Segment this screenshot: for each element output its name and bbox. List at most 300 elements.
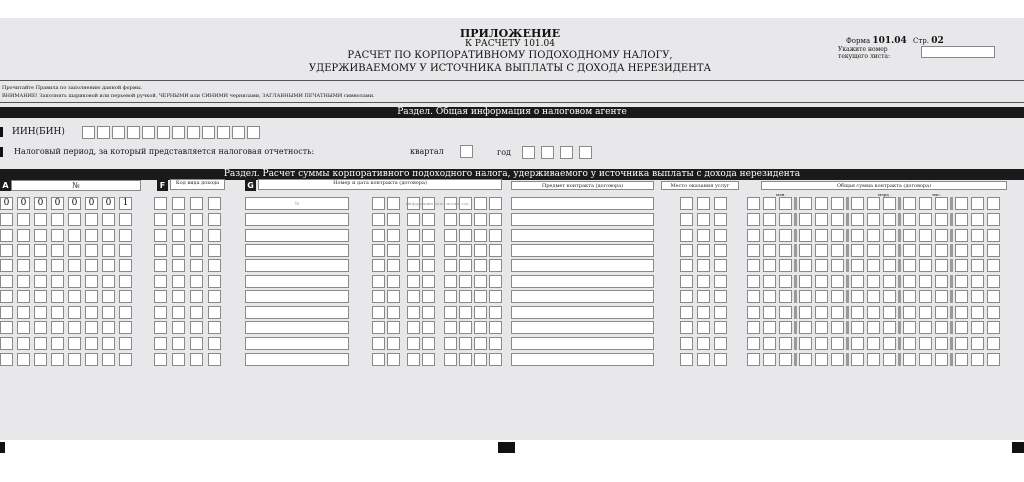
service-place-cell[interactable]: [697, 321, 710, 334]
contract-total-cell[interactable]: [831, 306, 844, 319]
contract-total-cell[interactable]: [867, 275, 880, 288]
contract-total-cell[interactable]: [955, 213, 968, 226]
income-code-cell[interactable]: [208, 275, 221, 288]
row-number-cell[interactable]: [17, 337, 30, 350]
contract-total-cell[interactable]: [747, 197, 760, 210]
contract-date-cell[interactable]: [459, 337, 472, 350]
contract-date-cell[interactable]: [444, 275, 457, 288]
contract-total-cell[interactable]: [883, 229, 896, 242]
row-number-cell[interactable]: [68, 321, 81, 334]
income-code-cell[interactable]: [190, 290, 203, 303]
contract-total-cell[interactable]: [831, 197, 844, 210]
contract-number-input[interactable]: [245, 321, 349, 334]
contract-total-cell[interactable]: [815, 244, 828, 257]
row-number-cell[interactable]: [68, 353, 81, 366]
income-code-cell[interactable]: [172, 306, 185, 319]
contract-total-cell[interactable]: [799, 197, 812, 210]
service-place-cell[interactable]: [680, 229, 693, 242]
row-number-cell[interactable]: [51, 229, 64, 242]
contract-total-cell[interactable]: [955, 290, 968, 303]
contract-date-cell[interactable]: [444, 259, 457, 272]
service-place-cell[interactable]: [697, 229, 710, 242]
row-number-cell[interactable]: [68, 229, 81, 242]
contract-date-cell[interactable]: [474, 306, 487, 319]
row-number-cell[interactable]: [119, 229, 132, 242]
contract-date-cell[interactable]: [444, 306, 457, 319]
contract-total-cell[interactable]: [799, 337, 812, 350]
contract-total-cell[interactable]: [987, 197, 1000, 210]
row-number-cell[interactable]: [51, 321, 64, 334]
contract-total-cell[interactable]: [763, 337, 776, 350]
service-place-cell[interactable]: [714, 259, 727, 272]
contract-number-input[interactable]: [245, 337, 349, 350]
service-place-cell[interactable]: [714, 321, 727, 334]
row-number-cell[interactable]: [68, 337, 81, 350]
service-place-cell[interactable]: [697, 259, 710, 272]
contract-date-cell[interactable]: [372, 275, 385, 288]
row-number-cell[interactable]: [0, 306, 13, 319]
contract-subject-input[interactable]: [511, 213, 654, 226]
row-number-cell[interactable]: [34, 259, 47, 272]
service-place-cell[interactable]: [697, 275, 710, 288]
row-number-cell[interactable]: [51, 290, 64, 303]
income-code-cell[interactable]: [208, 197, 221, 210]
contract-total-cell[interactable]: [935, 229, 948, 242]
contract-date-cell[interactable]: [407, 213, 420, 226]
contract-date-cell[interactable]: [407, 353, 420, 366]
service-place-cell[interactable]: [680, 290, 693, 303]
row-number-cell[interactable]: [68, 244, 81, 257]
contract-total-cell[interactable]: [747, 275, 760, 288]
contract-number-input[interactable]: №: [245, 197, 349, 210]
row-number-cell[interactable]: [102, 275, 115, 288]
income-code-cell[interactable]: [172, 290, 185, 303]
contract-total-cell[interactable]: [971, 213, 984, 226]
contract-date-cell[interactable]: [387, 275, 400, 288]
contract-date-cell[interactable]: [474, 229, 487, 242]
contract-date-cell[interactable]: [387, 259, 400, 272]
service-place-cell[interactable]: [714, 337, 727, 350]
contract-date-cell[interactable]: [459, 353, 472, 366]
contract-number-input[interactable]: [245, 244, 349, 257]
contract-number-input[interactable]: [245, 259, 349, 272]
contract-date-cell[interactable]: [387, 229, 400, 242]
contract-subject-input[interactable]: [511, 290, 654, 303]
row-number-cell[interactable]: [17, 259, 30, 272]
contract-total-cell[interactable]: [919, 229, 932, 242]
contract-total-cell[interactable]: [747, 337, 760, 350]
contract-total-cell[interactable]: [935, 353, 948, 366]
year-digit-cell[interactable]: [560, 146, 573, 159]
row-number-cell[interactable]: [68, 290, 81, 303]
contract-total-cell[interactable]: [935, 275, 948, 288]
contract-total-cell[interactable]: [971, 353, 984, 366]
contract-total-cell[interactable]: [955, 306, 968, 319]
contract-date-cell[interactable]: [422, 244, 435, 257]
row-number-cell[interactable]: [102, 306, 115, 319]
service-place-cell[interactable]: [714, 244, 727, 257]
contract-total-cell[interactable]: [747, 229, 760, 242]
income-code-cell[interactable]: [172, 337, 185, 350]
year-digit-cell[interactable]: [522, 146, 535, 159]
contract-date-cell[interactable]: [387, 321, 400, 334]
contract-total-cell[interactable]: [831, 259, 844, 272]
contract-date-cell[interactable]: [474, 290, 487, 303]
contract-total-cell[interactable]: [867, 259, 880, 272]
iin-digit-cell[interactable]: [82, 126, 95, 139]
contract-total-cell[interactable]: [799, 229, 812, 242]
row-number-cell[interactable]: [68, 213, 81, 226]
contract-total-cell[interactable]: [779, 259, 792, 272]
row-number-cell[interactable]: 0: [17, 197, 30, 210]
contract-subject-input[interactable]: [511, 197, 654, 210]
row-number-cell[interactable]: [119, 213, 132, 226]
contract-total-cell[interactable]: [955, 229, 968, 242]
row-number-cell[interactable]: [17, 306, 30, 319]
row-number-cell[interactable]: [0, 244, 13, 257]
contract-total-cell[interactable]: [851, 337, 864, 350]
contract-date-cell[interactable]: [459, 306, 472, 319]
income-code-cell[interactable]: [190, 337, 203, 350]
row-number-cell[interactable]: [0, 213, 13, 226]
service-place-cell[interactable]: [680, 353, 693, 366]
service-place-cell[interactable]: [714, 197, 727, 210]
row-number-cell[interactable]: [85, 337, 98, 350]
row-number-cell[interactable]: [51, 337, 64, 350]
contract-total-cell[interactable]: [935, 337, 948, 350]
contract-total-cell[interactable]: [763, 353, 776, 366]
contract-total-cell[interactable]: [903, 275, 916, 288]
contract-total-cell[interactable]: [779, 229, 792, 242]
row-number-cell[interactable]: [102, 259, 115, 272]
contract-date-cell[interactable]: [444, 244, 457, 257]
contract-total-cell[interactable]: [987, 321, 1000, 334]
row-number-cell[interactable]: [102, 321, 115, 334]
service-place-cell[interactable]: [697, 197, 710, 210]
row-number-cell[interactable]: [17, 275, 30, 288]
contract-total-cell[interactable]: [935, 197, 948, 210]
contract-total-cell[interactable]: [851, 290, 864, 303]
contract-total-cell[interactable]: [831, 229, 844, 242]
contract-total-cell[interactable]: [883, 197, 896, 210]
row-number-cell[interactable]: [85, 259, 98, 272]
income-code-cell[interactable]: [208, 306, 221, 319]
contract-total-cell[interactable]: [935, 259, 948, 272]
row-number-cell[interactable]: 0: [51, 197, 64, 210]
contract-total-cell[interactable]: [883, 321, 896, 334]
row-number-cell[interactable]: [17, 290, 30, 303]
income-code-cell[interactable]: [172, 275, 185, 288]
service-place-cell[interactable]: [697, 290, 710, 303]
contract-total-cell[interactable]: [903, 197, 916, 210]
row-number-cell[interactable]: [102, 244, 115, 257]
contract-total-cell[interactable]: [987, 306, 1000, 319]
contract-date-cell[interactable]: [489, 353, 502, 366]
income-code-cell[interactable]: [154, 244, 167, 257]
contract-date-cell[interactable]: [474, 321, 487, 334]
contract-total-cell[interactable]: [903, 244, 916, 257]
contract-number-input[interactable]: [245, 213, 349, 226]
row-number-cell[interactable]: [51, 213, 64, 226]
row-number-cell[interactable]: [102, 229, 115, 242]
contract-date-cell[interactable]: [444, 321, 457, 334]
contract-total-cell[interactable]: [815, 306, 828, 319]
row-number-cell[interactable]: [17, 213, 30, 226]
contract-total-cell[interactable]: [919, 306, 932, 319]
income-code-cell[interactable]: [172, 213, 185, 226]
contract-date-cell[interactable]: [387, 244, 400, 257]
contract-total-cell[interactable]: [971, 259, 984, 272]
income-code-cell[interactable]: [172, 229, 185, 242]
row-number-cell[interactable]: [85, 213, 98, 226]
contract-date-cell[interactable]: [459, 259, 472, 272]
row-number-cell[interactable]: [119, 259, 132, 272]
row-number-cell[interactable]: 0: [68, 197, 81, 210]
page-number-input[interactable]: [921, 46, 995, 58]
contract-number-input[interactable]: [245, 306, 349, 319]
contract-date-cell[interactable]: [444, 213, 457, 226]
iin-digit-cell[interactable]: [112, 126, 125, 139]
contract-total-cell[interactable]: [799, 321, 812, 334]
contract-date-cell[interactable]: [387, 306, 400, 319]
contract-date-cell[interactable]: [489, 213, 502, 226]
row-number-cell[interactable]: [119, 321, 132, 334]
contract-total-cell[interactable]: [779, 213, 792, 226]
contract-total-cell[interactable]: [883, 275, 896, 288]
contract-subject-input[interactable]: [511, 259, 654, 272]
contract-total-cell[interactable]: [831, 337, 844, 350]
contract-date-cell[interactable]: [387, 337, 400, 350]
income-code-cell[interactable]: [190, 197, 203, 210]
year-digit-cell[interactable]: [541, 146, 554, 159]
contract-date-cell[interactable]: [372, 290, 385, 303]
contract-total-cell[interactable]: [903, 290, 916, 303]
row-number-cell[interactable]: 0: [102, 197, 115, 210]
contract-total-cell[interactable]: [987, 290, 1000, 303]
contract-total-cell[interactable]: [779, 353, 792, 366]
service-place-cell[interactable]: [697, 213, 710, 226]
contract-total-cell[interactable]: [955, 197, 968, 210]
contract-total-cell[interactable]: [747, 306, 760, 319]
row-number-cell[interactable]: [85, 290, 98, 303]
row-number-cell[interactable]: [85, 229, 98, 242]
contract-total-cell[interactable]: [851, 197, 864, 210]
contract-date-cell[interactable]: [372, 213, 385, 226]
contract-total-cell[interactable]: [919, 321, 932, 334]
contract-total-cell[interactable]: [763, 197, 776, 210]
contract-date-cell[interactable]: [372, 321, 385, 334]
contract-total-cell[interactable]: [867, 353, 880, 366]
contract-total-cell[interactable]: [747, 244, 760, 257]
contract-total-cell[interactable]: [779, 197, 792, 210]
contract-total-cell[interactable]: [763, 244, 776, 257]
contract-date-cell[interactable]: [444, 229, 457, 242]
income-code-cell[interactable]: [154, 321, 167, 334]
contract-date-cell[interactable]: [407, 259, 420, 272]
row-number-cell[interactable]: [102, 353, 115, 366]
contract-date-cell[interactable]: [489, 306, 502, 319]
contract-total-cell[interactable]: [867, 321, 880, 334]
contract-total-cell[interactable]: [987, 275, 1000, 288]
income-code-cell[interactable]: [172, 259, 185, 272]
row-number-cell[interactable]: [68, 275, 81, 288]
contract-date-cell[interactable]: [422, 353, 435, 366]
contract-total-cell[interactable]: [779, 290, 792, 303]
contract-total-cell[interactable]: [867, 229, 880, 242]
service-place-cell[interactable]: [680, 306, 693, 319]
contract-date-cell[interactable]: [489, 321, 502, 334]
contract-date-cell[interactable]: [422, 321, 435, 334]
contract-total-cell[interactable]: [955, 244, 968, 257]
row-number-cell[interactable]: [51, 244, 64, 257]
contract-total-cell[interactable]: [955, 259, 968, 272]
contract-total-cell[interactable]: [971, 306, 984, 319]
contract-total-cell[interactable]: [867, 244, 880, 257]
income-code-cell[interactable]: [172, 197, 185, 210]
contract-total-cell[interactable]: [867, 197, 880, 210]
contract-number-input[interactable]: [245, 290, 349, 303]
contract-date-cell[interactable]: [474, 353, 487, 366]
contract-total-cell[interactable]: [799, 290, 812, 303]
contract-date-cell[interactable]: [459, 213, 472, 226]
income-code-cell[interactable]: [208, 229, 221, 242]
row-number-cell[interactable]: [85, 321, 98, 334]
contract-number-input[interactable]: [245, 353, 349, 366]
contract-date-cell[interactable]: [372, 306, 385, 319]
row-number-cell[interactable]: [0, 337, 13, 350]
row-number-cell[interactable]: [102, 213, 115, 226]
row-number-cell[interactable]: [0, 321, 13, 334]
iin-digit-cell[interactable]: [157, 126, 170, 139]
contract-total-cell[interactable]: [763, 321, 776, 334]
contract-total-cell[interactable]: [851, 259, 864, 272]
row-number-cell[interactable]: [17, 353, 30, 366]
row-number-cell[interactable]: [85, 275, 98, 288]
contract-total-cell[interactable]: [987, 229, 1000, 242]
contract-date-cell[interactable]: [422, 229, 435, 242]
income-code-cell[interactable]: [208, 337, 221, 350]
iin-digit-cell[interactable]: [97, 126, 110, 139]
iin-digit-cell[interactable]: [172, 126, 185, 139]
contract-total-cell[interactable]: [763, 275, 776, 288]
contract-date-cell[interactable]: [444, 290, 457, 303]
contract-date-cell[interactable]: [407, 290, 420, 303]
row-number-cell[interactable]: [119, 290, 132, 303]
income-code-cell[interactable]: [208, 213, 221, 226]
contract-date-cell[interactable]: [474, 213, 487, 226]
contract-total-cell[interactable]: [799, 275, 812, 288]
contract-date-cell[interactable]: [422, 306, 435, 319]
contract-total-cell[interactable]: [831, 353, 844, 366]
contract-date-cell[interactable]: [422, 275, 435, 288]
row-number-cell[interactable]: [34, 306, 47, 319]
contract-total-cell[interactable]: [779, 337, 792, 350]
contract-total-cell[interactable]: [903, 353, 916, 366]
income-code-cell[interactable]: [190, 244, 203, 257]
row-number-cell[interactable]: [17, 321, 30, 334]
contract-total-cell[interactable]: [955, 337, 968, 350]
row-number-cell[interactable]: [0, 275, 13, 288]
iin-digit-cell[interactable]: [232, 126, 245, 139]
contract-total-cell[interactable]: [831, 213, 844, 226]
row-number-cell[interactable]: [85, 306, 98, 319]
contract-total-cell[interactable]: [903, 229, 916, 242]
income-code-cell[interactable]: [154, 259, 167, 272]
income-code-cell[interactable]: [190, 306, 203, 319]
row-number-cell[interactable]: [51, 306, 64, 319]
contract-date-cell[interactable]: [407, 337, 420, 350]
contract-total-cell[interactable]: [799, 306, 812, 319]
row-number-cell[interactable]: [34, 213, 47, 226]
row-number-cell[interactable]: [119, 275, 132, 288]
income-code-cell[interactable]: [190, 213, 203, 226]
contract-total-cell[interactable]: [815, 259, 828, 272]
contract-date-cell[interactable]: [489, 290, 502, 303]
contract-date-cell[interactable]: [444, 337, 457, 350]
contract-date-cell[interactable]: [407, 321, 420, 334]
contract-total-cell[interactable]: [779, 275, 792, 288]
contract-total-cell[interactable]: [883, 337, 896, 350]
contract-total-cell[interactable]: [935, 321, 948, 334]
row-number-cell[interactable]: [34, 244, 47, 257]
contract-date-cell[interactable]: [372, 353, 385, 366]
row-number-cell[interactable]: [34, 275, 47, 288]
contract-date-cell[interactable]: [459, 290, 472, 303]
contract-date-cell[interactable]: [422, 213, 435, 226]
contract-total-cell[interactable]: [935, 213, 948, 226]
income-code-cell[interactable]: [208, 290, 221, 303]
contract-date-cell[interactable]: [407, 275, 420, 288]
contract-total-cell[interactable]: [883, 259, 896, 272]
service-place-cell[interactable]: [680, 275, 693, 288]
contract-date-cell[interactable]: [372, 337, 385, 350]
contract-total-cell[interactable]: [883, 213, 896, 226]
iin-digit-cell[interactable]: [202, 126, 215, 139]
contract-total-cell[interactable]: [971, 337, 984, 350]
row-number-cell[interactable]: [102, 290, 115, 303]
contract-total-cell[interactable]: [815, 321, 828, 334]
income-code-cell[interactable]: [208, 321, 221, 334]
contract-total-cell[interactable]: [851, 306, 864, 319]
iin-digit-cell[interactable]: [127, 126, 140, 139]
income-code-cell[interactable]: [172, 353, 185, 366]
row-number-cell[interactable]: [51, 259, 64, 272]
contract-total-cell[interactable]: [987, 259, 1000, 272]
service-place-cell[interactable]: [714, 229, 727, 242]
row-number-cell[interactable]: [119, 244, 132, 257]
contract-total-cell[interactable]: [851, 229, 864, 242]
income-code-cell[interactable]: [154, 353, 167, 366]
contract-subject-input[interactable]: [511, 353, 654, 366]
contract-total-cell[interactable]: [955, 321, 968, 334]
row-number-cell[interactable]: [0, 229, 13, 242]
income-code-cell[interactable]: [154, 306, 167, 319]
row-number-cell[interactable]: [68, 259, 81, 272]
contract-date-cell[interactable]: [489, 275, 502, 288]
iin-digit-cell[interactable]: [217, 126, 230, 139]
contract-total-cell[interactable]: [883, 290, 896, 303]
contract-total-cell[interactable]: [935, 306, 948, 319]
contract-total-cell[interactable]: [831, 321, 844, 334]
contract-total-cell[interactable]: [815, 213, 828, 226]
iin-digit-cell[interactable]: [187, 126, 200, 139]
income-code-cell[interactable]: [190, 321, 203, 334]
contract-total-cell[interactable]: [747, 290, 760, 303]
service-place-cell[interactable]: [697, 306, 710, 319]
contract-total-cell[interactable]: [799, 244, 812, 257]
contract-subject-input[interactable]: [511, 275, 654, 288]
contract-total-cell[interactable]: [851, 353, 864, 366]
